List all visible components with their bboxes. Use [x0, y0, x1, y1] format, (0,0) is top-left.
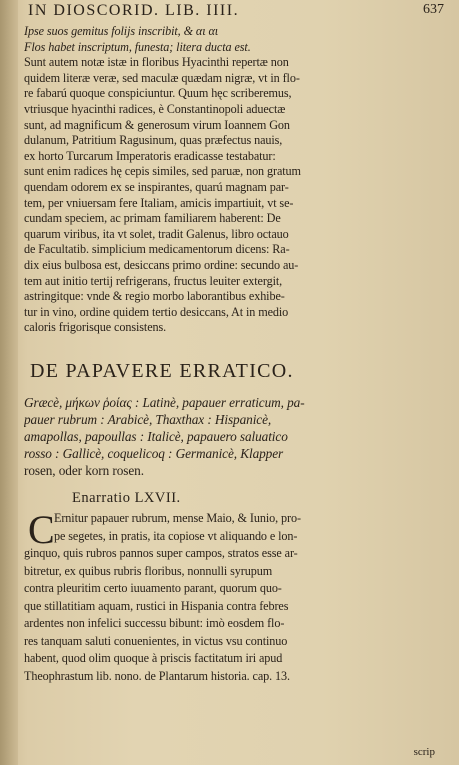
names-line: amapollas, papoullas : Italicè, papauero saluatico — [24, 429, 288, 444]
catchword: scrip — [413, 746, 435, 758]
drop-cap: C — [28, 507, 55, 552]
text-line: tur in vino, ordine quidem tertio desiccans, At in medio — [24, 304, 289, 319]
text-line: bitretur, ex quibus rubris floribus, nonnulli syrupum — [24, 563, 273, 578]
text-line: res tanquam saluti conuenientes, in victus vsu continuo — [24, 633, 288, 648]
text-line: re fabarú quoque conspiciuntur. Quum hęc scriberemus, — [24, 86, 292, 101]
text-line: ex horto Turcarum Imperatoris eradicasse testabatur: — [24, 148, 276, 163]
text-line: que stillatitiam aquam, rustici in Hispania contra febres — [24, 598, 289, 613]
text-line: tem, per vniuersam fere Italiam, amicis impartiuit, vt se- — [24, 195, 294, 210]
names-line: Græcè, μήκων ῥοίας : Latinè, papauer erraticum, pa- — [24, 395, 305, 410]
text-line: dulanum, Patritium Ragusinum, quas præfectus nauis, — [24, 133, 283, 148]
text-line: caloris frigorisque consistens. — [24, 320, 167, 335]
text-line: dix eius bulbosa est, desiccans primo ordine: secundo au- — [24, 257, 299, 272]
text-line: ginquo, quis rubros pannos super campos, stratos esse ar- — [24, 546, 298, 560]
text-line: quarum viribus, ita vt solet, tradit Galenus, libro octauo — [24, 226, 289, 241]
header-title: IN DIOSCORID. LIB. IIII. — [28, 2, 240, 19]
paragraph-hyacinth — [24, 24, 444, 336]
text-line: ardentes non infelici successu bibunt: imò eosdem flo- — [24, 616, 285, 630]
names-line: pauer rubrum : Arabicè, Thaxthax : Hispanicè, — [24, 412, 272, 427]
plant-names — [24, 394, 444, 479]
text-line: Ernitur papauer rubrum, mense Maio, & Iunio, pro- — [54, 511, 301, 525]
text-line: Theophrastum lib. nono. de Plantarum historia. cap. 13. — [24, 668, 290, 683]
verse-line: Ipse suos gemitus folijs inscribit, & αι αι — [24, 24, 219, 38]
text-line: vtriusque hyacinthi radices, è Constantinopoli aduectæ — [24, 101, 286, 116]
names-line: rosen, oder korn rosen. — [24, 463, 144, 478]
gutter-shadow — [0, 0, 18, 765]
verse-line: Flos habet inscriptum, funesta; litera ducta est. — [24, 39, 251, 54]
enarratio-heading: Enarratio LXVII. — [72, 490, 181, 506]
text-line: de Facultatib. simplicium medicamentorum dicens: Ra- — [24, 242, 290, 257]
text-line: quendam odorem ex se inspirantes, quarú magnam par- — [24, 179, 289, 194]
text-line: Sunt autem notæ istæ in floribus Hyacinthi repertæ non — [24, 55, 289, 70]
text-line: sunt enim radices hę cepis similes, sed paruæ, non gratum — [24, 164, 301, 179]
text-line: astringitque: vnde & regio morbo laborantibus exhibe- — [24, 289, 285, 304]
text-line: contra pleuritim certo iuuamento parant, quorum quo- — [24, 581, 282, 595]
text-line: quidem literæ veræ, sed maculæ quædam nigræ, vt in flo- — [24, 70, 300, 85]
names-line: rosso : Gallicè, coquelicoq : Germanicè, Klapper — [24, 446, 284, 461]
text-line: tem aut initio tertij refrigerans, fructus leuiter extergit, — [24, 273, 283, 288]
text-line: sunt, ad magnificum & generosum virum Ioannem Gon — [24, 117, 290, 132]
text-line: cundam speciem, ac primam familiarem haberent: De — [24, 211, 281, 226]
text-line: habent, quod olim quoque à priscis factitatum iri apud — [24, 651, 283, 665]
section-title: DE PAPAVERE ERRATICO. — [30, 360, 294, 382]
page-number: 637 — [423, 2, 444, 17]
paragraph-enarratio — [24, 507, 444, 685]
running-header — [28, 2, 448, 22]
text-line: pe segetes, in pratis, ita copiose vt aliquando e lon- — [54, 528, 298, 543]
